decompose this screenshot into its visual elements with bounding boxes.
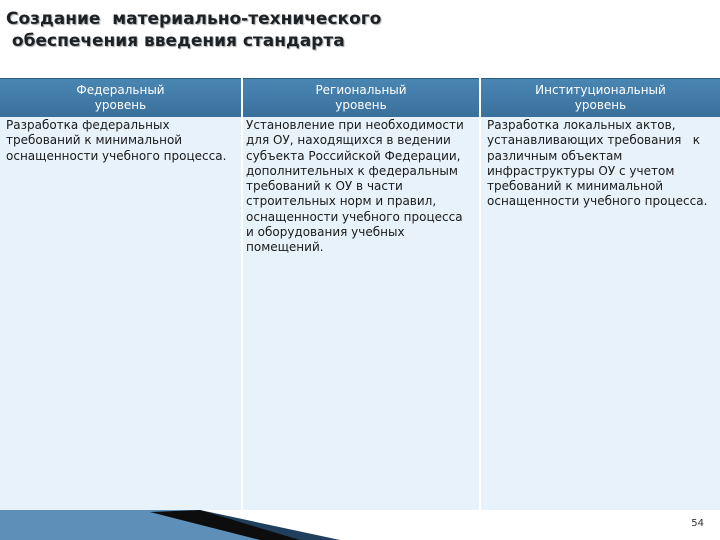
cell-line: инфраструктуры ОУ с учетом [487,163,675,178]
cell-line: дополнительных к федеральным [246,163,458,178]
cell-line: требований к ОУ в части [246,179,403,194]
footer-decoration [0,510,360,540]
cell-line: Разработка локальных актов, [487,118,676,132]
table-header-row [0,78,720,117]
title-line-1: Создание материально-технического [6,9,382,29]
cell-regional [246,118,478,256]
column-divider [241,78,243,510]
slide-title [6,8,506,52]
cell-line: требований к минимальной [487,179,664,194]
header-institutional-line-2: уровень [574,98,627,112]
cell-line: Установление при необходимости [246,118,464,132]
cell-line: для ОУ, находящихся в ведении [246,133,451,148]
cell-line: и оборудования учебных [246,225,405,240]
cell-line: оснащенности учебного процесса. [6,148,227,163]
cell-line: Разработка федеральных [6,118,170,132]
cell-line: различным объектам [487,148,623,163]
header-federal-level [0,79,241,117]
header-federal-line-1: Федеральный [76,83,165,97]
cell-federal [6,118,238,164]
cell-line: оснащенности учебного процесса [246,209,463,224]
levels-table [0,78,720,510]
column-divider [479,78,481,510]
header-federal-line-2: уровень [94,98,147,112]
cell-line: строительных норм и правил, [246,194,437,209]
header-institutional-level [481,79,720,117]
cell-line: устанавливающих требования к [487,133,701,148]
header-regional-line-2: уровень [335,98,387,112]
cell-line: помещений. [246,240,324,255]
title-line-2: обеспечения введения стандарта [6,31,345,51]
cell-line: субъекта Российской Федерации, [246,148,461,163]
cell-line: требований к минимальной [6,133,183,148]
header-regional-level [243,79,479,117]
header-regional-line-1: Региональный [315,83,407,97]
cell-institutional [487,118,719,210]
cell-line: оснащенности учебного процесса. [487,194,708,209]
header-institutional-line-1: Институциональный [535,83,666,97]
page-number: 54 [691,518,704,529]
